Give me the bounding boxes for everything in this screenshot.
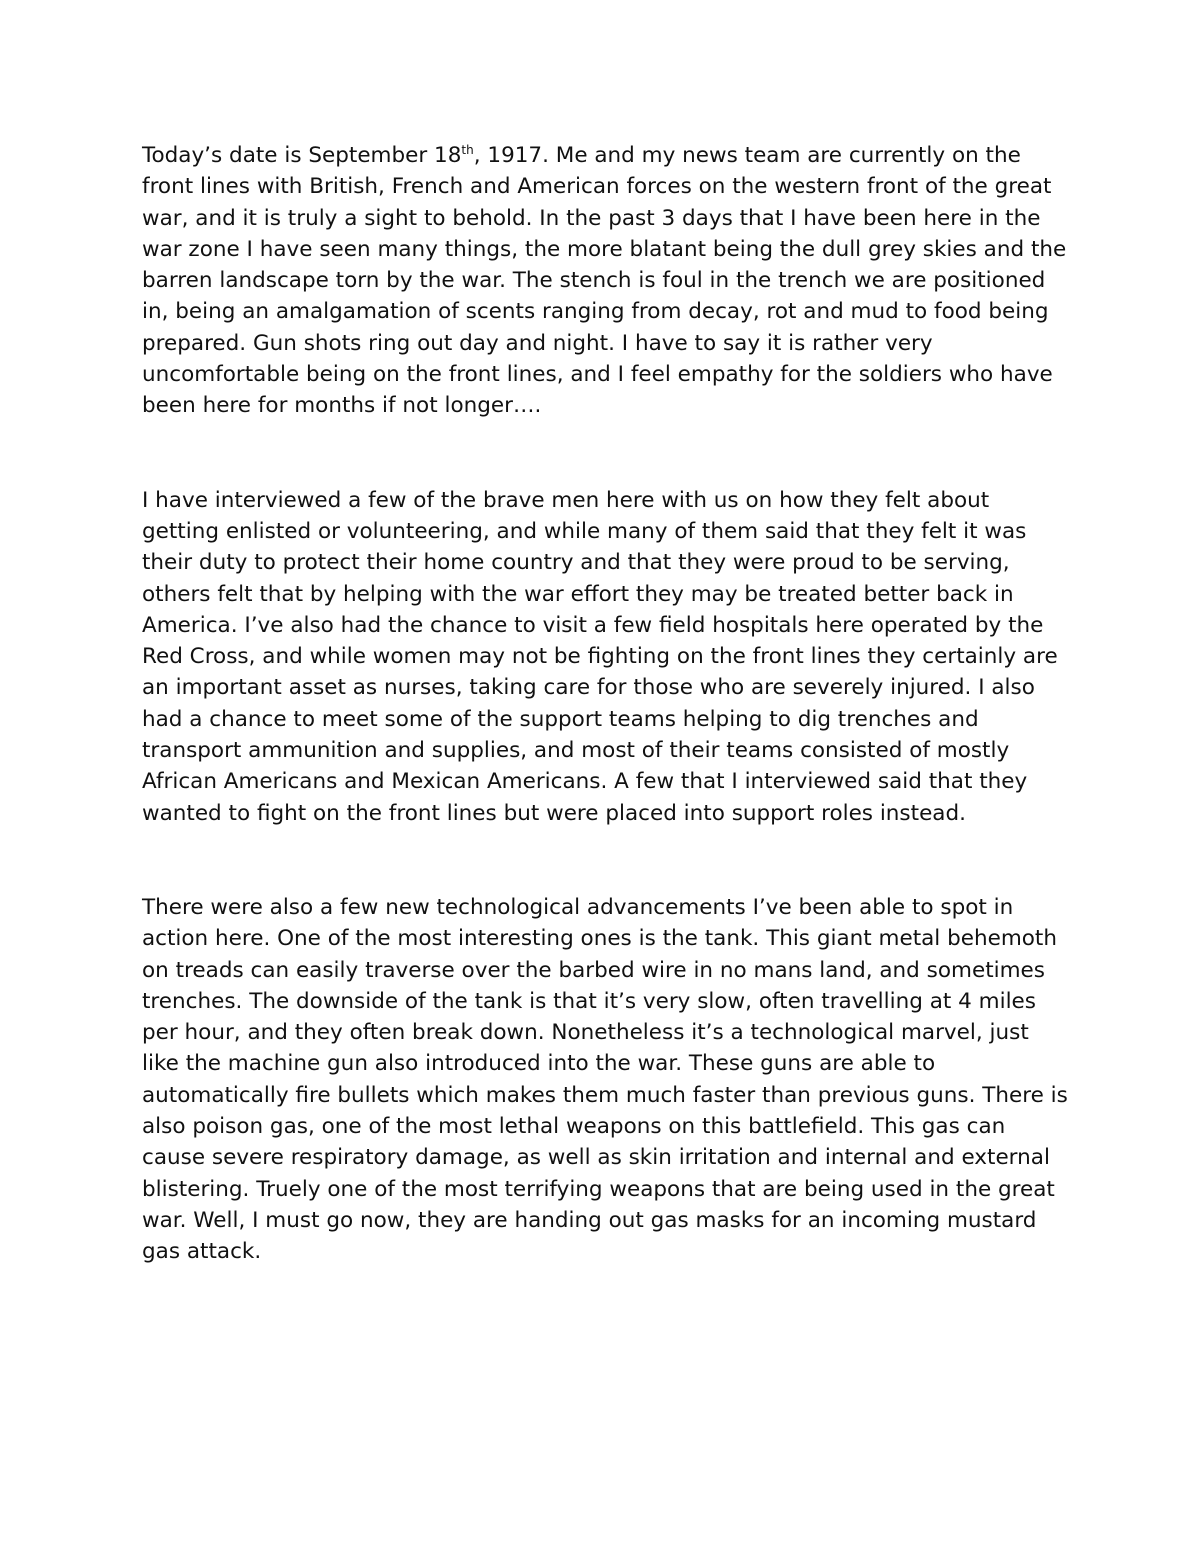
paragraph-1-start: Today’s date is September 18 [142, 143, 462, 168]
paragraph-2: I have interviewed a few of the brave men here with us on how they felt about getting enlisted or volunteering, and while many of them said that they felt it was their duty to protect their home country and that they were proud to be serving, others felt that by helping with the war effort they may be treated better back in America. I’ve also had the chance to visit a few field hospitals here operated by the Red Cross, and while women may not be fighting on the front lines they certainly are an important asset as nurses, taking care for those who are severely injured. I also had a chance to meet some of the support teams helping to dig trenches and transport ammunition and supplies, and most of their teams consisted of mostly African Americans and Mexican Americans. A few that I interviewed said that they wanted to fight on the front lines but were placed into support roles instead. [142, 487, 1058, 826]
date-ordinal-superscript: th [461, 142, 474, 157]
paragraph-1 [142, 140, 1072, 422]
paragraph-3: There were also a few new technological advancements I’ve been able to spot in action here. One of the most interesting ones is the tank. This giant metal behemoth on treads can easily traverse over the barbed wire in no mans land, and sometimes trenches. The downside of the tank is that it’s very slow, often travelling at 4 miles per hour, and they often break down. Nonetheless it’s a technological marvel, just like the machine gun also introduced into the war. These guns are able to automatically fire bullets which makes them much faster than previous guns. There is also poison gas, one of the most lethal weapons on this battlefield. This gas can cause severe respiratory damage, as well as skin irritation and internal and external blistering. Truely one of the most terrifying weapons that are being used in the great war. Well, I must go now, they are handing out gas masks for an incoming mustard gas attack. [142, 894, 1068, 1265]
document-body [142, 140, 1072, 1268]
paragraph-1-rest: , 1917. Me and my news team are currently on the front lines with British, French and American forces on the western front of the great war, and it is truly a sight to behold. In the past 3 days that I have been here in the war zone I have seen many things, the more blatant being the dull grey skies and the barren landscape torn by the war. The stench is foul in the trench we are positioned in, being an amalgamation of scents ranging from decay, rot and mud to food being prepared. Gun shots ring out day and night. I have to say it is rather very uncomfortable being on the front lines, and I feel empathy for the soldiers who have been here for months if not longer…. [142, 143, 1067, 419]
